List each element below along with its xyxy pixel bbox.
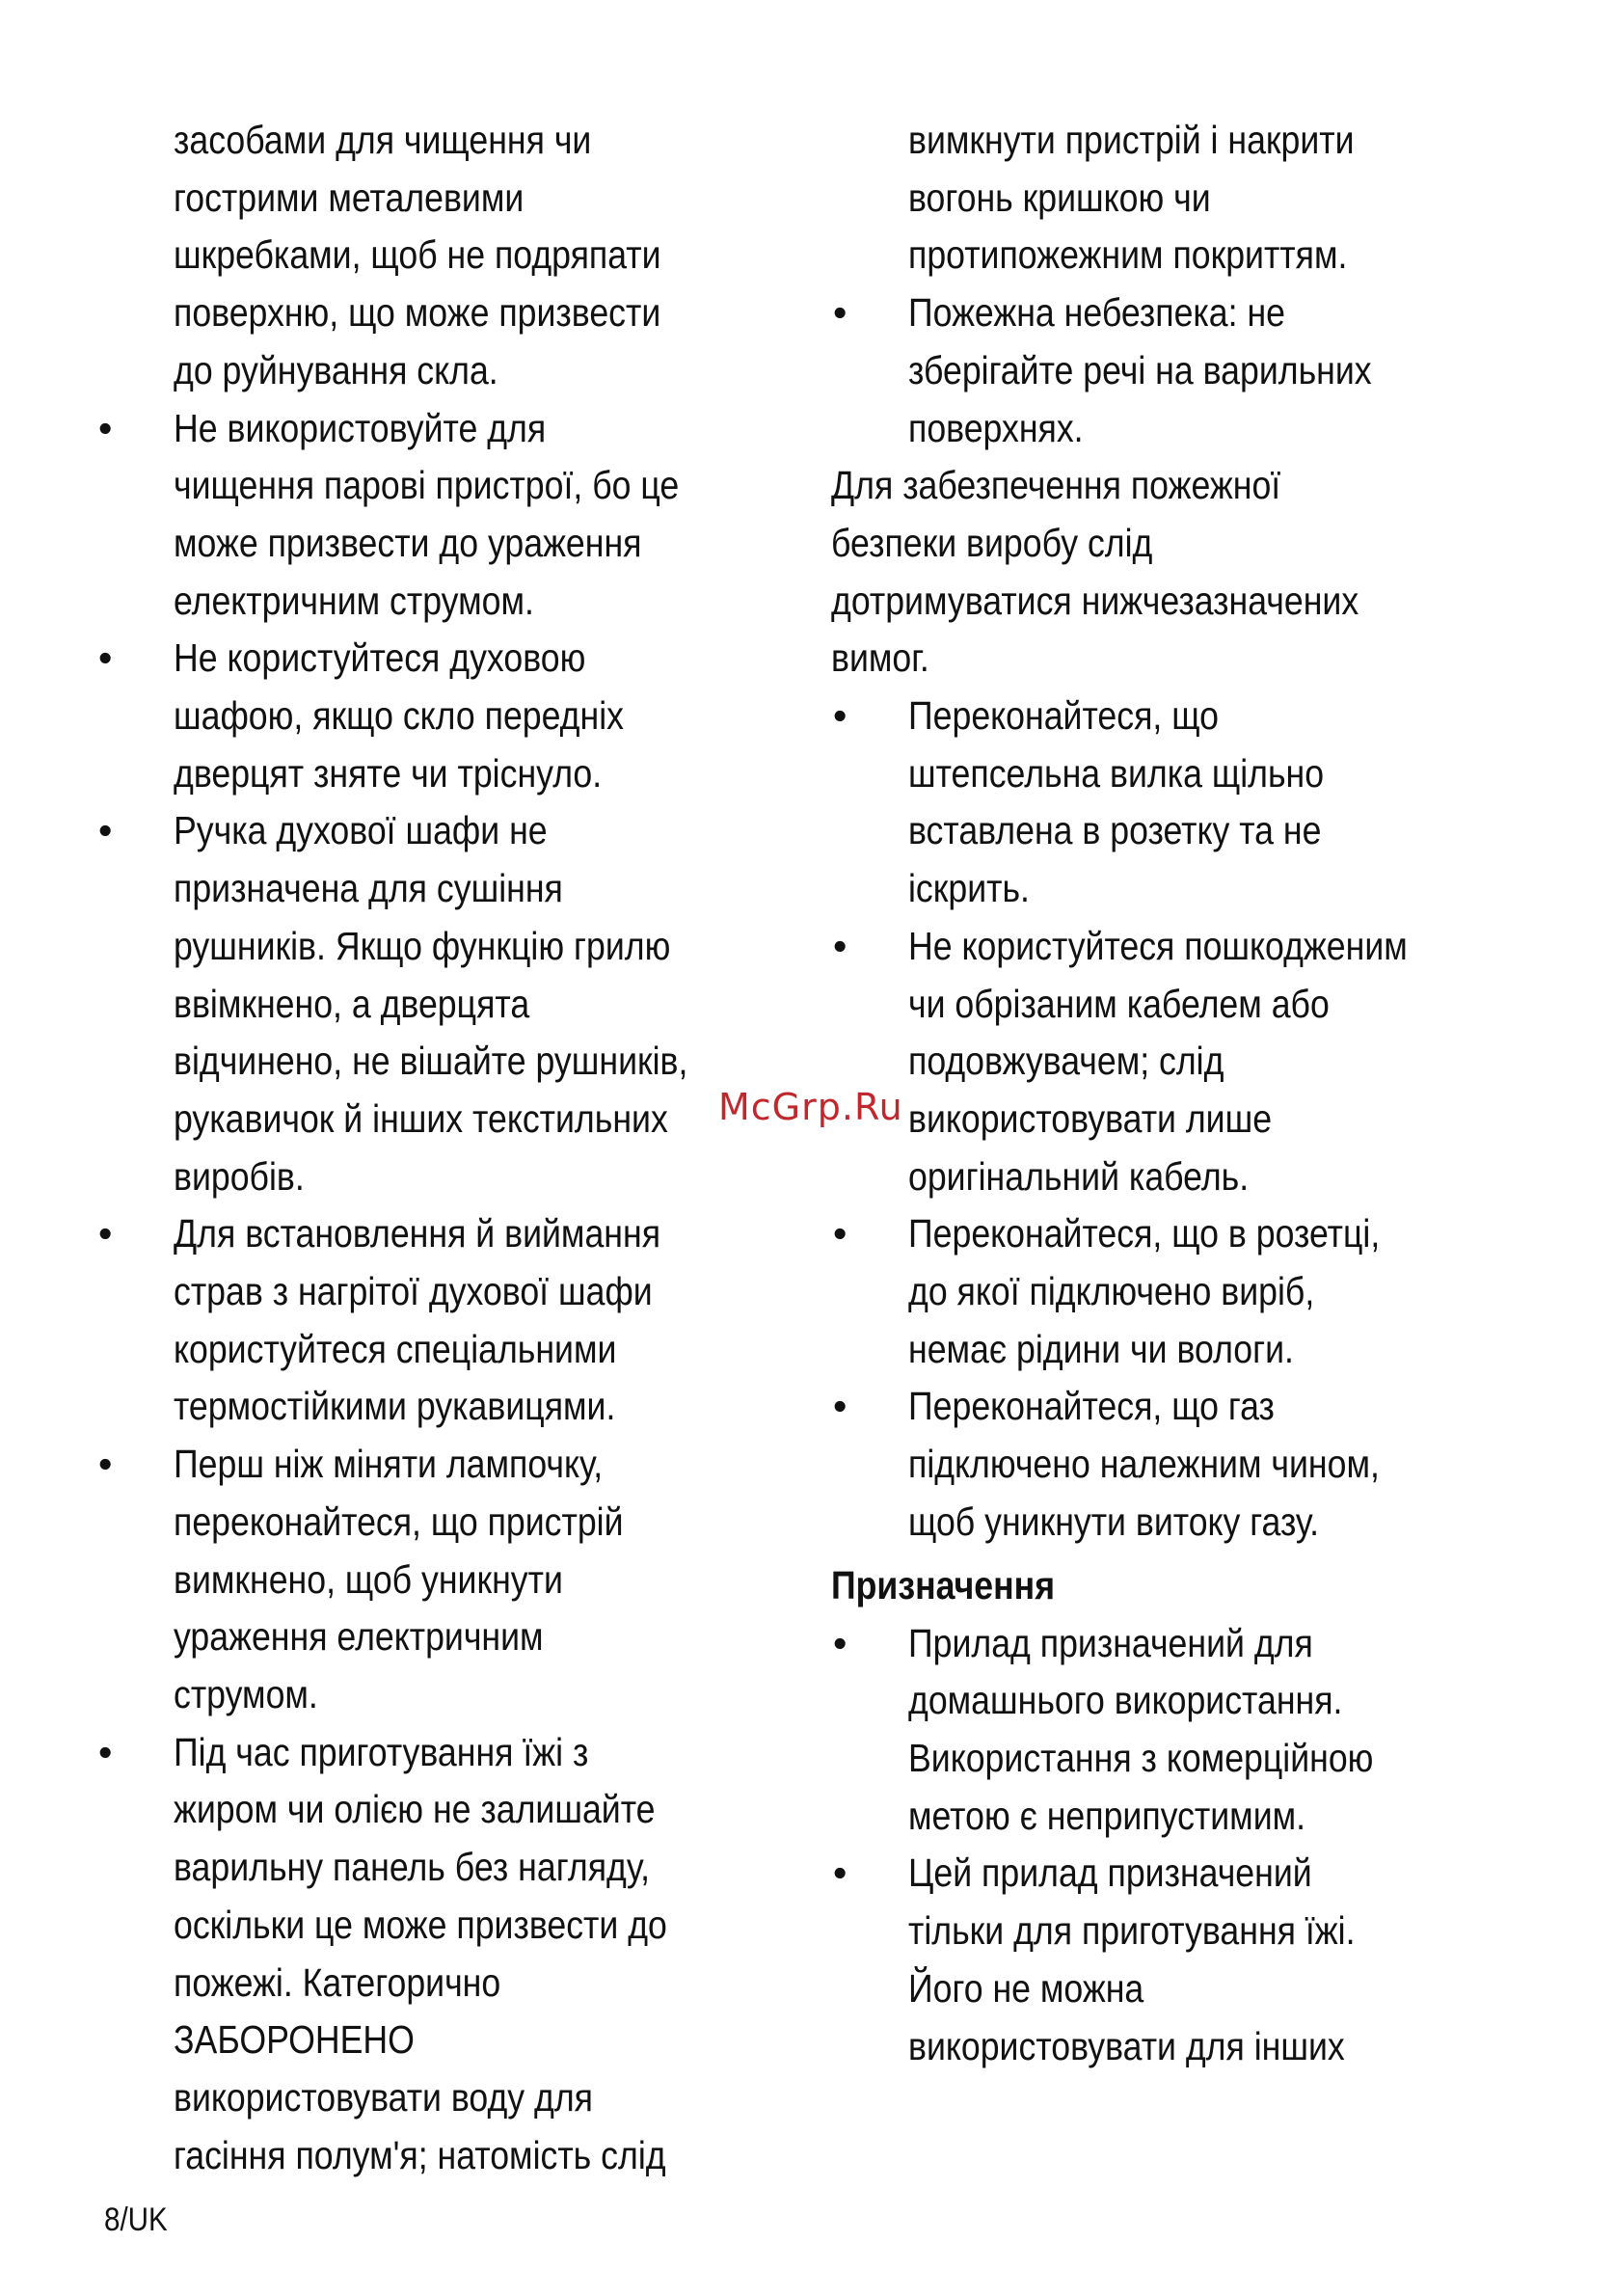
bullet-icon: • xyxy=(98,1211,113,1256)
text-line: засобами для чищення чи xyxy=(174,118,592,162)
list-item xyxy=(831,1378,1525,1551)
paragraph xyxy=(831,457,1525,688)
text-line: вогонь кришкою чи xyxy=(908,175,1211,220)
list-item xyxy=(96,802,800,1205)
text-line: рушників. Якщо функцію грилю xyxy=(174,923,671,968)
list-item xyxy=(96,400,800,631)
text-line: Його не можна xyxy=(908,1965,1144,2011)
watermark: McGrp.Ru xyxy=(718,1086,903,1128)
page-number: 8/UK xyxy=(104,2201,168,2238)
text-line: Пожежна небезпека: не xyxy=(908,290,1285,336)
text-line: тільки для приготування їжі. xyxy=(908,1908,1356,1954)
list-item xyxy=(831,918,1525,1206)
text-line: ввімкнено, а дверцята xyxy=(174,981,530,1026)
text-line: оригінальний кабель. xyxy=(908,1153,1250,1199)
list-item xyxy=(831,688,1525,918)
bullet-icon: • xyxy=(833,1211,847,1256)
text-line: використовувати лише xyxy=(908,1095,1273,1141)
text-line: домашнього використання. xyxy=(908,1678,1343,1723)
text-line: варильну панель без нагляду, xyxy=(174,1845,651,1890)
bullet-icon: • xyxy=(833,1620,847,1665)
text-line: Переконайтеся, що газ xyxy=(908,1384,1275,1429)
text-line: Під час приготування їжі з xyxy=(174,1729,589,1774)
list-item xyxy=(831,1205,1525,1378)
left-column xyxy=(96,112,800,2184)
text-line: використовувати воду для xyxy=(174,2074,593,2120)
text-line: шафою, якщо скло передніх xyxy=(174,693,624,739)
bullet-icon: • xyxy=(98,808,113,853)
text-line: використовувати для інших xyxy=(908,2023,1345,2068)
text-line: щоб уникнути витоку газу. xyxy=(908,1499,1320,1544)
text-line: рукавичок й інших текстильних xyxy=(174,1095,668,1141)
text-line: метою є неприпустимим. xyxy=(908,1793,1306,1838)
text-line: шкребками, щоб не подряпати xyxy=(174,232,661,278)
text-line: вимкнути пристрій і накрити xyxy=(908,118,1355,162)
text-line: Переконайтеся, що в розетці, xyxy=(908,1211,1381,1256)
bullet-icon: • xyxy=(833,1384,847,1429)
bullet-icon: • xyxy=(833,290,847,336)
text-line: дотримуватися нижчезазначених xyxy=(831,578,1359,623)
text-line: Переконайтеся, що xyxy=(908,693,1219,739)
bullet-icon: • xyxy=(833,923,847,968)
list-item xyxy=(831,284,1525,457)
section-heading: Призначення xyxy=(831,1562,1056,1607)
bullet-list xyxy=(831,1615,1525,2076)
text-line: Цей прилад призначений xyxy=(908,1850,1312,1896)
bullet-icon: • xyxy=(98,1442,113,1487)
list-item xyxy=(96,1724,800,2185)
text-line: до якої підключено виріб, xyxy=(908,1269,1315,1314)
list-item xyxy=(831,1615,1525,1846)
text-line: може призвести до ураження xyxy=(174,520,642,565)
text-line: дверцят зняте чи тріснуло. xyxy=(174,750,603,796)
list-item xyxy=(96,630,800,802)
text-line: підключено належним чином, xyxy=(908,1442,1380,1487)
text-line: Ручка духової шафи не xyxy=(174,808,548,853)
bullet-list xyxy=(96,400,800,2185)
text-line: безпеки виробу слід xyxy=(831,520,1153,565)
text-line: відчинено, не вішайте рушників, xyxy=(174,1039,688,1084)
text-line: до руйнування скла. xyxy=(174,347,498,392)
text-line: подовжувачем; слід xyxy=(908,1039,1224,1084)
text-line: електричним струмом. xyxy=(174,578,534,623)
text-line: гострими металевими xyxy=(174,175,525,220)
text-line: вимкнено, щоб уникнути xyxy=(174,1556,563,1602)
text-line: виробів. xyxy=(174,1153,305,1199)
text-line: переконайтеся, що пристрій xyxy=(174,1499,624,1544)
text-line: Прилад призначений для xyxy=(908,1620,1313,1665)
text-line: призначена для сушіння xyxy=(174,866,563,911)
list-item xyxy=(96,1436,800,1724)
text-line: ЗАБОРОНЕНО xyxy=(174,2017,415,2063)
text-line: Для забезпечення пожежної xyxy=(831,463,1281,508)
bullet-list xyxy=(831,688,1525,1552)
text-line: Не використовуйте для xyxy=(174,405,547,450)
list-item xyxy=(831,1845,1525,2075)
text-line: Перш ніж міняти лампочку, xyxy=(174,1442,604,1487)
text-line: термостійкими рукавицями. xyxy=(174,1384,616,1429)
bullet-icon: • xyxy=(833,1850,847,1896)
text-line: ураження електричним xyxy=(174,1614,544,1660)
text-line: пожежі. Категорично xyxy=(174,1959,501,2005)
text-line: Не користуйтеся духовою xyxy=(174,635,586,681)
text-line: чи обрізаним кабелем або xyxy=(908,981,1330,1026)
bullet-icon: • xyxy=(98,405,113,450)
bullet-icon: • xyxy=(98,635,113,681)
text-line: чищення парові пристрої, бо це xyxy=(174,463,680,508)
bullet-icon: • xyxy=(833,693,847,739)
text-line: зберігайте речі на варильних xyxy=(908,347,1372,392)
right-column xyxy=(831,112,1525,2075)
text-line: Використання з комерційною xyxy=(908,1735,1374,1780)
bullet-icon: • xyxy=(98,1729,113,1774)
text-line: гасіння полум'я; натомість слід xyxy=(174,2132,666,2177)
list-item xyxy=(96,1205,800,1436)
text-line: поверхнях. xyxy=(908,405,1084,450)
bullet-list xyxy=(831,284,1525,457)
text-line: поверхню, що може призвести xyxy=(174,290,661,336)
text-line: протипожежним покриттям. xyxy=(908,232,1348,278)
text-line: немає рідини чи вологи. xyxy=(908,1326,1294,1371)
text-line: штепсельна вилка щільно xyxy=(908,750,1325,796)
text-line: струмом. xyxy=(174,1671,318,1716)
text-line: іскрить. xyxy=(908,866,1030,911)
text-line: вставлена в розетку та не xyxy=(908,808,1322,853)
text-line: Не користуйтеся пошкодженим xyxy=(908,923,1408,968)
text-line: жиром чи олією не залишайте xyxy=(174,1787,656,1832)
continued-text xyxy=(96,112,800,400)
text-line: Для встановлення й виймання xyxy=(174,1211,661,1256)
text-line: оскільки це може призвести до xyxy=(174,1902,667,1947)
continued-text xyxy=(831,112,1525,284)
text-line: страв з нагрітої духової шафи xyxy=(174,1269,653,1314)
text-line: користуйтеся спеціальними xyxy=(174,1326,617,1371)
text-line: вимог. xyxy=(831,635,929,681)
